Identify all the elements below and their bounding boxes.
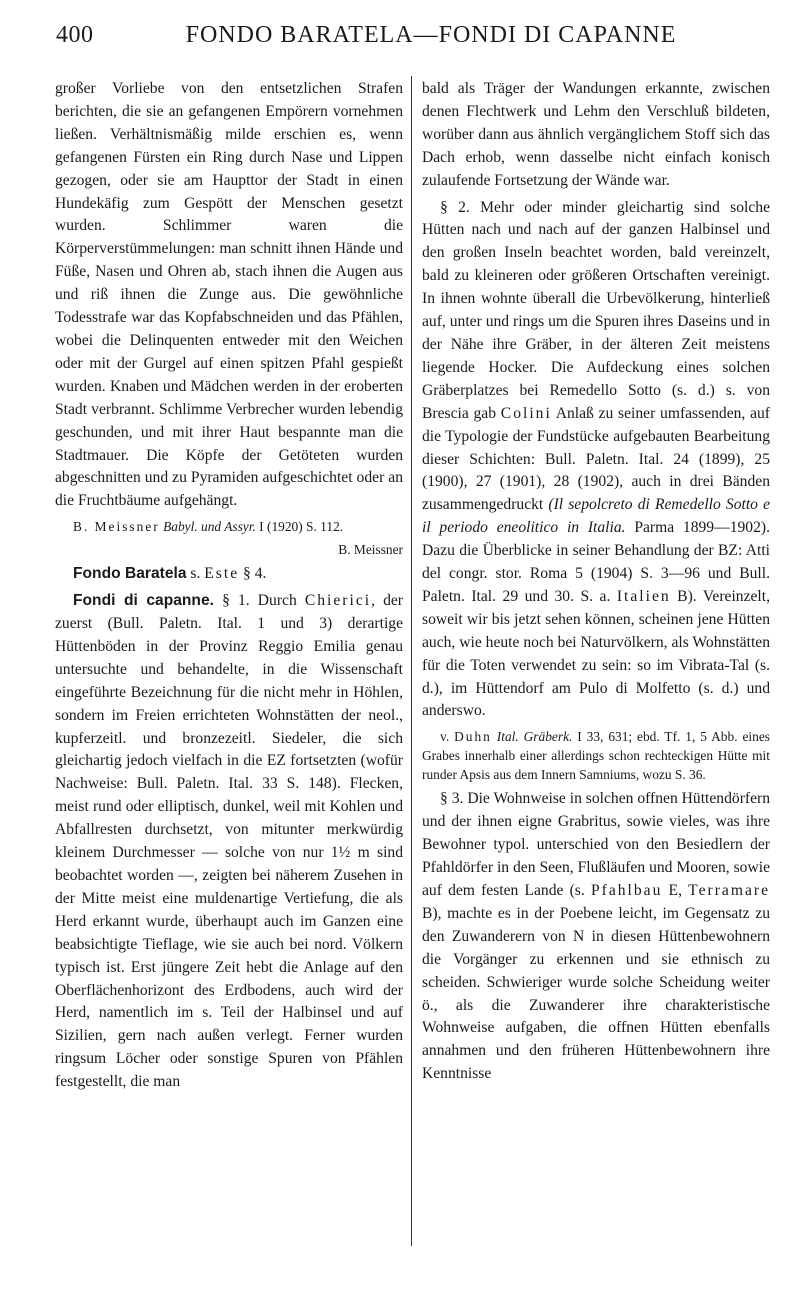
- paragraph-punishments: großer Vorliebe von den entsetzlichen Strafen berichten, die sie an gefangenen Empörern vornehmen ließen. Verhältnismäßig milde erschien es, wenn gefangenen Fürsten ein Ring durch Nase und Lippen gezogen, oder sie am Haupttor der Stadt in einen Hundekäfig zum Gespött der Menschen gesetzt wurden. Schlimmer waren die Körperverstümmelungen: man schnitt ihnen Hände und Füße, Nasen und Ohren ab, stach ihnen die Augen aus und riß ihnen die Zunge aus. Die gewöhnliche Todesstrafe war das Kopfabschneiden und das Pfählen, wobei die Delinquenten entweder mit den Weichen oder mit der Gurgel auf einen spitzen Pfahl gespießt wurden. Knaben und Mädchen werden in der eroberten Stadt verbrannt. Schlimme Verbrecher wurden lebendig geschunden, und mit ihrer Haut bespannte man die Stadtmauer. Die Köpfe der Getöteten wurden abgeschnitten und zu Pyramiden aufgeschichtet oder an die Fruchtbäume aufgehängt.: [55, 80, 403, 510]
- ref-text: v.: [440, 729, 455, 745]
- section-text: Anlaß zu seiner umfassenden, auf die Typologie der Fundstücke aufgebauten Bearbeitung dieser Schichten: Bull. Paletn. Ital. 24 (1899), 25 (1900), 27 (1901), 28 (1902), auch in drei Bänden zusammengedruckt: [422, 404, 770, 514]
- entry-text: § 1. Durch: [213, 592, 305, 610]
- author-signature: B. Meissner: [338, 542, 403, 558]
- section-text: Parma 1899—1902). Dazu die Überblicke in seiner Behandlung der BZ: Atti del congr. stor. Roma 5 (1904) S. 3—96 und Bull. Paletn. Ital. 29 und 30. S. a.: [422, 519, 770, 605]
- name-colini: Colini: [500, 404, 552, 422]
- reference-duhn: [422, 727, 770, 784]
- section-text: B), machte es in der Poebene leicht, im Gegensatz zu den Zuwanderern von N in diesen Hüttenbewohnern die Vorgänger zu erkennen und sie ethnisch zu scheiden. Schwieriger wurde solche Scheidung weiter ö., als die Zuwanderer ihre charakteristische Wohnweise aufgaben, die offnen Hütten ebenfalls annahmen und den früheren Hüttenbewohnern ihre Kenntnisse: [422, 904, 770, 1083]
- title-sepolcreto: (Il sepolcreto di Remedello Sotto e il periodo eneolitico in Italia.: [422, 496, 770, 537]
- page-number: 400: [56, 22, 94, 48]
- ref-title: Babyl. und Assyr.: [163, 519, 256, 535]
- lemma-fondi-di-capanne: Fondi di capanne.: [73, 592, 214, 610]
- reference-meissner: [55, 517, 403, 536]
- left-column: [55, 78, 403, 1094]
- entry-fondo-baratela: [55, 563, 403, 586]
- section-text: § 3. Die Wohnweise in solchen offnen Hüttendörfern und der ihnen eigne Grabritus, sowie vieles, was ihre Bewohner typol. unterschied von den Besiedlern der Pfahldörfer in den Seen, Flußläufen und Mooren, sowie auf dem festen Lande (s.: [422, 790, 770, 899]
- running-head: FONDO BARATELA—FONDI DI CAPANNE: [185, 22, 677, 48]
- section-text: E,: [662, 882, 689, 899]
- right-column: [422, 78, 770, 1086]
- crossref-pfahlbau: Pfahlbau: [590, 882, 663, 899]
- entry-text: § 4.: [239, 565, 267, 583]
- column-divider: [411, 76, 412, 1246]
- ref-author: B. Meissner: [73, 519, 160, 535]
- lemma-fondo-baratela: Fondo Baratela: [73, 565, 187, 583]
- paragraph-section-3: [422, 788, 770, 1086]
- ref-author: Duhn: [454, 729, 492, 745]
- section-text: B). Vereinzelt, soweit wir bis jetzt sehen können, scheinen jene Hütten auch, wie heute noch bei Naturvölkern, als Wohnstätten für die Toten verwendet zu sein: so im Vibrata-Tal (s. d.), im Hüttendorf am Pulo di Molfetto (s. d.) und anderswo.: [422, 587, 770, 720]
- crossref-italien: Italien: [616, 587, 671, 605]
- paragraph-section-2: [422, 197, 770, 724]
- entry-text: , der zuerst (Bull. Paletn. Ital. 1 und 3) derartige Hüttenböden in der Provinz Reggio Emilia genau untersuchte und behandelte, in die Wissenschaft eingeführte Bezeichnung für die nicht mehr in Höhlen, sondern im Freien errichteten Wohnstätten der neol., kupferzeitl. und bronzezeitl. Siedeler, die sich gleichartig jedoch vielfach in die EZ fortsetzten (wofür Nachweise: Bull. Paletn. Ital. 33 S. 148). Flecken, meist rund oder elliptisch, dunkel, weil mit Kohlen und Abfallresten durchsetzt, von mitunter merkwürdig kleinem Durchmesser — solche von nur 1½ m sind beobachtet worden —, zeigten bei näherem Zusehen in der Mitte meist eine muldenartige Vertiefung, die als Herd erkannt wurde, überhaupt auch im Ganzen eine beabsichtigte Tieflage, wie sie auch bei nord. Völkern typisch ist. Erst jüngere Zeit hebt die Anlage auf den Oberflächenhorizont des Erdbodens, auch wird der Herd, namentlich im s. Teil der Halbinsel und auf Sizilien, gern nach außen verlegt. Ferner wurden ringsum Löcher oder sonstige Spuren von Pfählen festgestellt, die man: [55, 592, 403, 1091]
- crossref-terramare: Terramare: [688, 882, 770, 899]
- crossref-este: Este: [204, 565, 240, 583]
- page-header: [56, 22, 766, 52]
- name-chierici: Chierici: [304, 592, 372, 610]
- paragraph-continuation: bald als Träger der Wandungen erkannte, zwischen denen Flechtwerk und Lehm den Verschluß bildeten, worüber dann aus ähnlich vergänglichem Stoff sich das Dach erhob, wenn dasselbe nicht einfach konisch zulaufende Fortsetzung der Wände war.: [422, 80, 770, 189]
- ref-details: I 33, 631; ebd. Tf. 1, 5 Abb. eines Grabes innerhalb einer allerdings schon rechteckigen Hütte mit runder Apsis aus dem Innern Samniums, wozu S. 36.: [422, 729, 770, 783]
- entry-text: s.: [186, 565, 205, 583]
- ref-title: Ital. Gräberk.: [491, 729, 573, 745]
- entry-fondi-di-capanne: [55, 590, 403, 1094]
- ref-details: I (1920) S. 112.: [255, 519, 344, 535]
- section-text: § 2. Mehr oder minder gleichartig sind solche Hütten nach und nach auf der ganzen Halbinsel und den großen Inseln beachtet worden, bald vereinzelt, bald zu kleineren oder größeren Ortschaften vereinigt. In ihnen wohnte überall die Urbevölkerung, hinterließ auf, unter und rings um die Spuren ihres Daseins und in der Nähe ihre Gräber, in der älteren Zeit meistens liegende Hocker. Die Aufdeckung eines solchen Gräberplatzes bei Remedello Sotto (s. d.) s. von Brescia gab: [422, 198, 770, 422]
